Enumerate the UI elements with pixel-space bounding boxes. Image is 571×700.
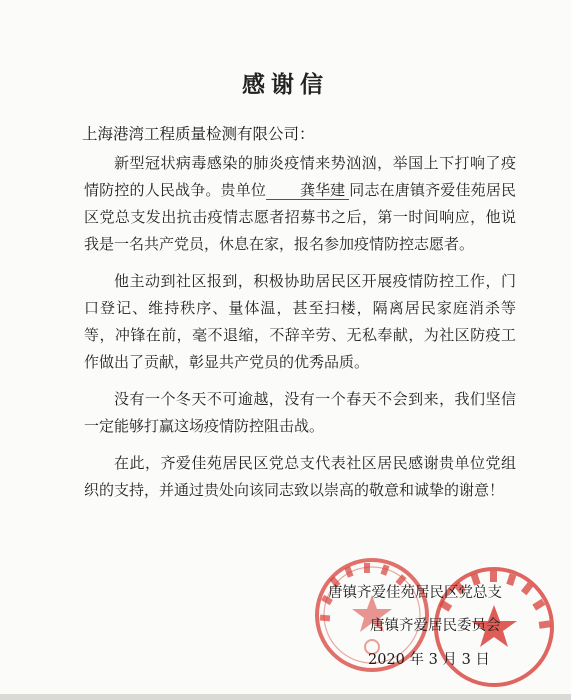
signature-date: 2020 年 3 月 3 日 [368, 652, 490, 668]
page-bottom-edge [0, 694, 571, 700]
letter-title: 感谢信 [242, 71, 329, 98]
paragraph-2: 他主动到社区报到，积极协助居民区开展疫情防控工作，门口登记、维持秩序、量体温，甚至扫楼，隔离居民家庭消杀等等，冲锋在前，毫不退缩，不辞辛劳、无私奉献，为社区防疫工作做出了贡献，彰显共产党员的优秀品质。 [84, 272, 516, 371]
paragraph-1-part-b: 同志在唐镇齐爱佳苑居民区党总支发出抗击疫情志愿者招募书之后，第一时间响应，他说我是一名共产党员，休息在家，报名参加疫情防控志愿者。 [84, 181, 516, 253]
paragraph-4: 在此，齐爱佳苑居民区党总支代表社区居民感谢贵单位党组织的支持，并通过贵处向该同志致以崇高的敬意和诚挚的谢意！ [84, 454, 516, 499]
paragraph-1-part-a: 新型冠状病毒感染的肺炎疫情来势汹汹，举国上下打响了疫情防控的人民战争。贵单位 [84, 154, 516, 199]
signature-party-branch: 唐镇齐爱佳苑居民区党总支 [328, 585, 502, 601]
volunteer-name: 龚华建 [266, 181, 349, 200]
signature-committee: 唐镇齐爱居民委员会 [370, 618, 501, 634]
paragraph-3: 没有一个冬天不可逾越，没有一个春天不会到来，我们坚信一定能够打赢这场疫情防控阻击战。 [84, 390, 516, 435]
letter-body [84, 150, 516, 514]
recipient-line: 上海港湾工程质量检测有限公司： [82, 125, 315, 143]
paragraph-1 [84, 150, 516, 258]
